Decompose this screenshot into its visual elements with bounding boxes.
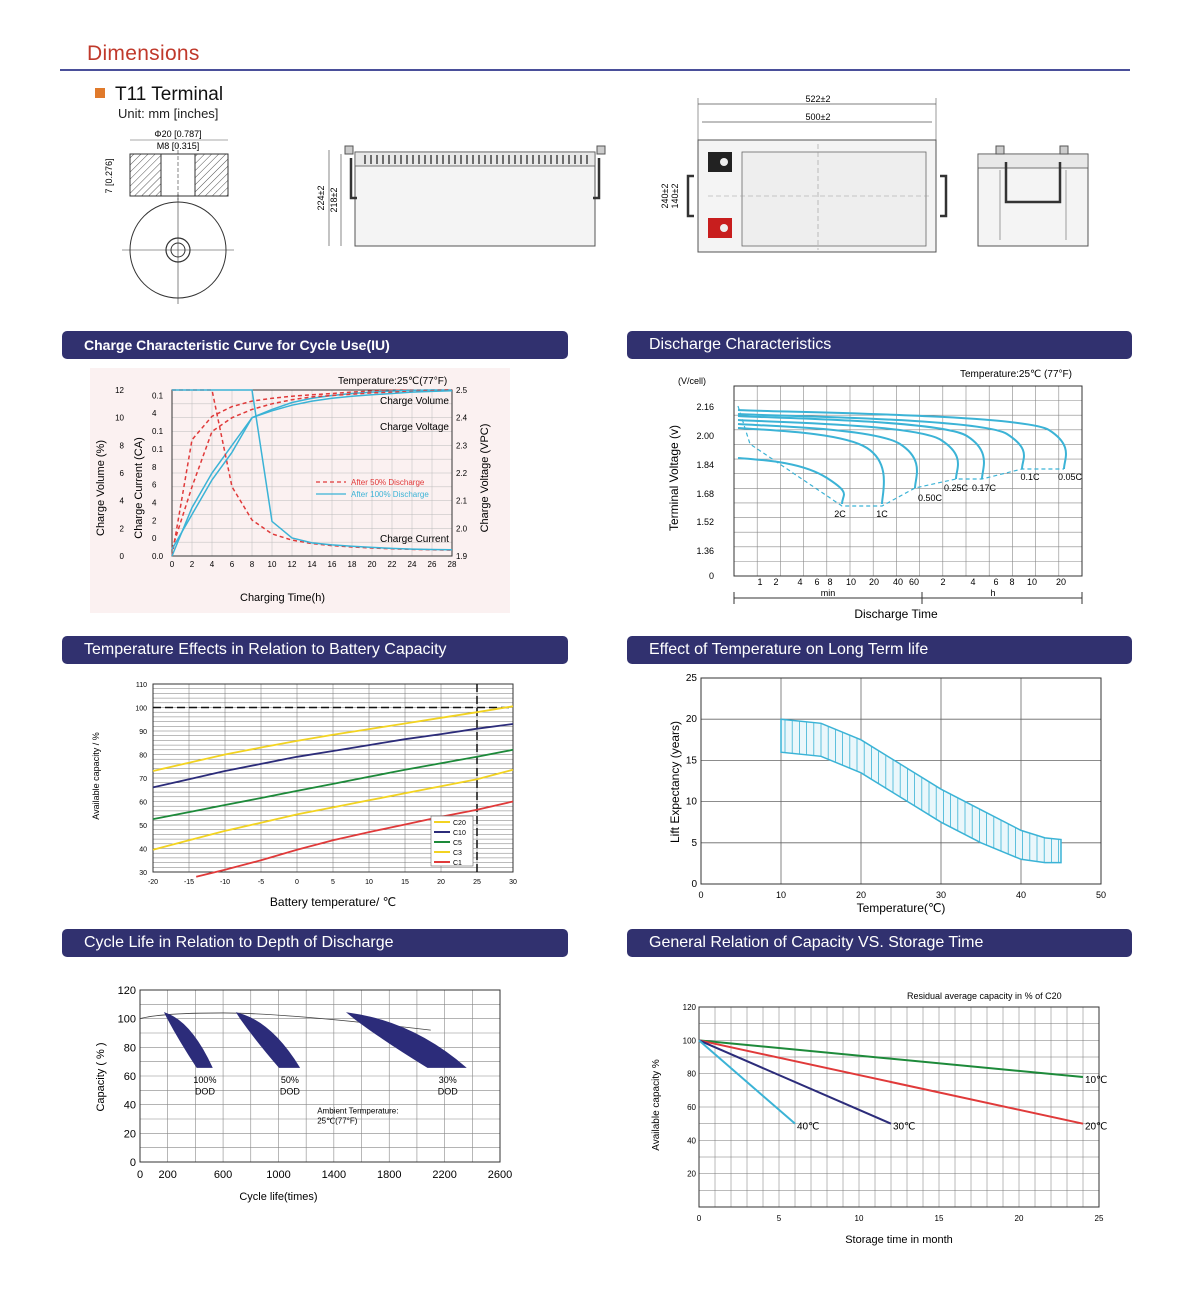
side-height-outer: 224±2 — [316, 185, 326, 211]
x-tick-label: 40 — [1015, 890, 1027, 900]
current-tick-label: 4 — [152, 498, 157, 508]
series-label: 30℃ — [893, 1121, 916, 1133]
x-tick-label: 1400 — [321, 1169, 347, 1181]
y-tick-label: 50 — [139, 823, 147, 830]
voltage-tick-label: 2.0 — [456, 524, 468, 534]
volume-tick-label: 0 — [119, 552, 124, 561]
x-tick-label: 28 — [447, 560, 457, 569]
page-title: Dimensions — [87, 42, 200, 65]
x-axis-label: Discharge Time — [854, 607, 938, 621]
x-tick-label: 1000 — [266, 1169, 291, 1181]
dod-label: DOD — [279, 1086, 300, 1097]
x-tick-label: -15 — [183, 879, 195, 886]
x-tick-label: 20 — [868, 577, 880, 587]
dod-label: 100% — [193, 1075, 217, 1086]
x-tick-label: 8 — [827, 577, 833, 587]
x-tick-label: 25 — [473, 879, 481, 886]
cycle-life-chart — [88, 985, 528, 1210]
x-tick-label: 20 — [367, 560, 377, 569]
volume-tick-label: 4 — [119, 496, 124, 506]
annotation: 25℃(77°F) — [317, 1116, 358, 1126]
y-axis-label: Charge Voltage (VPC) — [479, 423, 491, 533]
x-tick-label: 0 — [169, 560, 175, 569]
legend-label: C1 — [453, 860, 462, 867]
y-axis-label: Available capacity / % — [91, 732, 101, 820]
y-tick-label: 0 — [691, 879, 697, 890]
y-tick-label: 40 — [139, 846, 147, 854]
volume-tick-label: 10 — [115, 413, 124, 423]
y-tick-label: 1.52 — [696, 517, 714, 527]
y-axis-label: Available capacity % — [651, 1059, 662, 1151]
y-tick-label: 20 — [687, 1169, 696, 1179]
voltage-tick-label: 2.1 — [456, 496, 468, 506]
x-axis-label: Battery temperature/ ℃ — [269, 895, 397, 909]
rate-label: 0.25C — [943, 483, 969, 493]
x-tick-label: 10 — [854, 1214, 864, 1223]
legend-label: After 100% Discharge — [351, 490, 429, 499]
battery-end-view — [970, 140, 1095, 252]
x-tick-label: -10 — [219, 879, 231, 886]
curve-label: Charge Voltage — [380, 422, 449, 433]
x-group-label: h — [990, 588, 996, 598]
battery-top-view — [660, 92, 950, 262]
volume-tick-label: 8 — [119, 441, 124, 451]
x-tick-label: 20 — [855, 890, 867, 900]
voltage-tick-label: 1.9 — [456, 552, 468, 561]
volume-tick-label: 2 — [119, 524, 124, 534]
x-tick-label: 4 — [797, 577, 803, 587]
battery-side-view — [315, 140, 615, 252]
terminal-drawing — [100, 124, 240, 304]
y-tick-label: 20 — [685, 714, 697, 726]
y-tick-label: 80 — [139, 752, 147, 760]
x-tick-label: 20 — [437, 879, 445, 886]
x-axis-label: Charging Time(h) — [240, 592, 325, 604]
chart-title: Temperature:25℃(77°F) — [338, 376, 448, 387]
legend-label: C3 — [453, 850, 462, 857]
y-axis-label: Capacity ( % ) — [95, 1042, 107, 1112]
curve-label: Charge Volume — [380, 396, 449, 407]
current-tick-label: 0.1 — [152, 391, 164, 401]
dod-band — [165, 1013, 212, 1067]
x-tick-label: 14 — [307, 560, 317, 569]
x-tick-label: 600 — [213, 1169, 233, 1181]
x-tick-label: -5 — [257, 879, 265, 886]
x-tick-label: 8 — [1009, 577, 1015, 587]
x-tick-label: 2 — [940, 577, 946, 587]
rate-label: 2C — [834, 509, 846, 519]
y-tick-label: 5 — [691, 837, 697, 849]
x-tick-label: 200 — [158, 1169, 177, 1181]
rate-label: 0.50C — [917, 493, 943, 503]
volume-tick-label: 6 — [119, 469, 124, 478]
x-tick-label: 2600 — [487, 1169, 513, 1181]
series-label: 40℃ — [797, 1121, 820, 1133]
temperature-life-chart — [665, 670, 1110, 920]
dod-label: 30% — [438, 1075, 457, 1086]
series-label: 20℃ — [1085, 1121, 1108, 1133]
x-tick-label: 1800 — [376, 1169, 402, 1181]
x-axis-label: Storage time in month — [845, 1234, 953, 1246]
x-tick-label: 18 — [347, 560, 357, 569]
banner-discharge: Discharge Characteristics — [627, 331, 1132, 359]
discharge-curve — [738, 420, 958, 479]
discharge-curve — [738, 428, 884, 504]
top-height-outer: 240±2 — [660, 183, 670, 209]
y-tick-label: 100 — [117, 1013, 136, 1026]
x-tick-label: 50 — [1095, 890, 1107, 900]
current-tick-label: 0 — [152, 534, 157, 544]
banner-temp-capacity: Temperature Effects in Relation to Battery Capacity — [62, 636, 568, 664]
x-tick-label: 12 — [287, 560, 297, 569]
y-tick-label: 1.36 — [696, 546, 714, 556]
charge-chart — [90, 368, 510, 613]
side-height-inner: 218±2 — [329, 187, 339, 213]
legend-label: C20 — [453, 820, 466, 827]
y-tick-label: 25 — [685, 673, 697, 684]
y-tick-label: 40 — [123, 1099, 136, 1112]
x-tick-label: 10 — [845, 577, 857, 587]
current-tick-label: 2 — [152, 516, 157, 526]
banner-cycle-life: Cycle Life in Relation to Depth of Discharge — [62, 929, 568, 957]
x-tick-label: 60 — [908, 577, 920, 587]
current-tick-label: 6 — [152, 480, 157, 490]
rate-label: 0.1C — [1020, 472, 1040, 482]
x-group-label: min — [820, 588, 836, 598]
top-height-inner: 140±2 — [670, 183, 680, 209]
banner-charge: Charge Characteristic Curve for Cycle Use(IU) — [62, 331, 568, 359]
x-tick-label: 6 — [814, 577, 820, 587]
dod-label: DOD — [194, 1086, 215, 1097]
y-tick-label: 2.00 — [696, 431, 714, 441]
x-tick-label: 40 — [892, 577, 904, 587]
x-tick-label: 30 — [509, 879, 517, 886]
chart-title: Residual average capacity in % of C20 — [907, 991, 1062, 1001]
x-tick-label: 6 — [993, 577, 999, 587]
y-tick-label: 1.68 — [696, 489, 714, 499]
x-tick-label: 24 — [407, 560, 417, 569]
y-tick-label: 80 — [687, 1069, 696, 1079]
x-tick-label: 8 — [249, 560, 255, 569]
x-tick-label: 10 — [365, 879, 373, 886]
x-tick-label: 25 — [1094, 1214, 1104, 1223]
y-tick-label: 10 — [685, 796, 697, 808]
x-axis-label: Cycle life(times) — [239, 1191, 318, 1203]
terminal-diameter-label: Φ20 [0.787] — [154, 129, 202, 139]
current-tick-label: 4 — [152, 409, 157, 419]
legend-label: After 50% Discharge — [351, 478, 425, 487]
unit-label: Unit: mm [inches] — [118, 106, 219, 121]
terminal-thread-label: M8 [0.315] — [156, 141, 200, 151]
x-tick-label: 0 — [136, 1169, 144, 1181]
temperature-capacity-chart — [85, 676, 530, 916]
x-tick-label: 30 — [935, 890, 947, 900]
legend-label: C10 — [453, 830, 466, 837]
y-tick-label: 40 — [687, 1136, 696, 1146]
bullet-square-icon — [95, 88, 105, 98]
y-tick-label: 0 — [129, 1157, 136, 1169]
x-tick-label: 20 — [1014, 1214, 1024, 1223]
curve-label: Charge Current — [380, 534, 449, 545]
x-tick-label: -20 — [147, 879, 159, 886]
terminal-heading-text: T11 Terminal — [115, 84, 224, 105]
current-tick-label: 0.1 — [152, 427, 164, 437]
y-tick-label: 1.84 — [696, 460, 714, 470]
terminal-heading — [95, 84, 223, 106]
x-tick-label: 16 — [327, 560, 337, 569]
life-band — [781, 719, 1061, 862]
y-tick-label: 30 — [139, 870, 147, 877]
x-tick-label: 0 — [295, 879, 299, 886]
x-tick-label: 2 — [189, 560, 195, 569]
x-tick-label: 10 — [775, 890, 787, 900]
voltage-tick-label: 2.4 — [456, 413, 468, 423]
current-tick-label: 0.0 — [152, 552, 164, 561]
y-tick-label: 100 — [135, 705, 147, 713]
y-tick-label: 90 — [139, 729, 147, 736]
x-tick-label: 4 — [209, 560, 215, 569]
legend-label: C5 — [453, 840, 462, 847]
dod-label: DOD — [437, 1086, 458, 1097]
dod-band — [237, 1013, 299, 1067]
x-tick-label: 6 — [229, 560, 235, 569]
y-tick-label: 80 — [123, 1042, 136, 1055]
storage-chart — [645, 985, 1108, 1250]
current-tick-label: 0.1 — [152, 444, 164, 454]
y-tick-label: 70 — [139, 776, 147, 783]
y-tick-label: 120 — [117, 985, 136, 997]
chart-title: Temperature:25℃ (77°F) — [960, 369, 1072, 380]
y-tick-label: 60 — [687, 1103, 696, 1112]
banner-storage: General Relation of Capacity VS. Storage Time — [627, 929, 1132, 957]
y-axis-label: Charge Volume (%) — [95, 440, 107, 536]
x-tick-label: 0 — [696, 1214, 702, 1223]
y-tick-label: 100 — [682, 1036, 696, 1046]
x-tick-label: 15 — [401, 879, 409, 886]
top-length-inner: 500±2 — [805, 112, 831, 122]
annotation: Ambient Termperature: — [317, 1106, 399, 1116]
y-tick-label: 60 — [123, 1071, 136, 1083]
x-tick-label: 1 — [757, 577, 763, 587]
dod-label: 50% — [280, 1075, 299, 1086]
x-tick-label: 10 — [1026, 577, 1038, 587]
x-tick-label: 26 — [427, 560, 437, 569]
x-axis-label: Temperature(℃) — [856, 901, 946, 915]
top-length-outer: 522±2 — [805, 94, 831, 104]
x-tick-label: 10 — [267, 560, 277, 569]
y-tick-label: 120 — [682, 1003, 696, 1012]
x-tick-label: 5 — [776, 1214, 782, 1223]
discharge-chart — [660, 366, 1100, 626]
y-tick-label: 20 — [123, 1128, 136, 1141]
y-tick-label: 2.16 — [696, 402, 714, 412]
y-tick-label: 110 — [135, 682, 147, 689]
current-tick-label: 8 — [152, 462, 157, 472]
terminal-height-label: 7 [0.276] — [104, 158, 114, 194]
title-divider — [60, 69, 1130, 71]
voltage-tick-label: 2.5 — [456, 386, 468, 395]
rate-label: 0.05C — [1057, 472, 1083, 482]
banner-temp-life: Effect of Temperature on Long Term life — [627, 636, 1132, 664]
x-tick-label: 15 — [934, 1214, 944, 1223]
y-tick-label: 0 — [708, 571, 714, 581]
volume-tick-label: 12 — [115, 386, 124, 395]
y-axis-label: Lift Expectancy (years) — [668, 720, 682, 844]
y-axis-label: Charge Current (CA) — [133, 437, 145, 539]
rate-label: 0.17C — [971, 483, 997, 493]
series-label: 10℃ — [1085, 1075, 1108, 1086]
voltage-tick-label: 2.3 — [456, 441, 468, 451]
x-tick-label: 20 — [1055, 577, 1067, 587]
x-tick-label: 0 — [698, 890, 704, 900]
y-tick-label: 15 — [685, 755, 697, 767]
x-tick-label: 5 — [331, 879, 335, 886]
x-tick-label: 4 — [970, 577, 976, 587]
x-tick-label: 2200 — [432, 1169, 457, 1181]
x-tick-label: 22 — [387, 560, 397, 569]
y-unit-label: (V/cell) — [678, 376, 707, 386]
x-tick-label: 2 — [773, 577, 779, 587]
voltage-tick-label: 2.2 — [456, 469, 468, 478]
dod-band — [348, 1013, 466, 1067]
y-tick-label: 60 — [139, 799, 147, 807]
y-axis-label: Terminal Voltage (v) — [667, 424, 681, 532]
rate-label: 1C — [876, 509, 888, 519]
